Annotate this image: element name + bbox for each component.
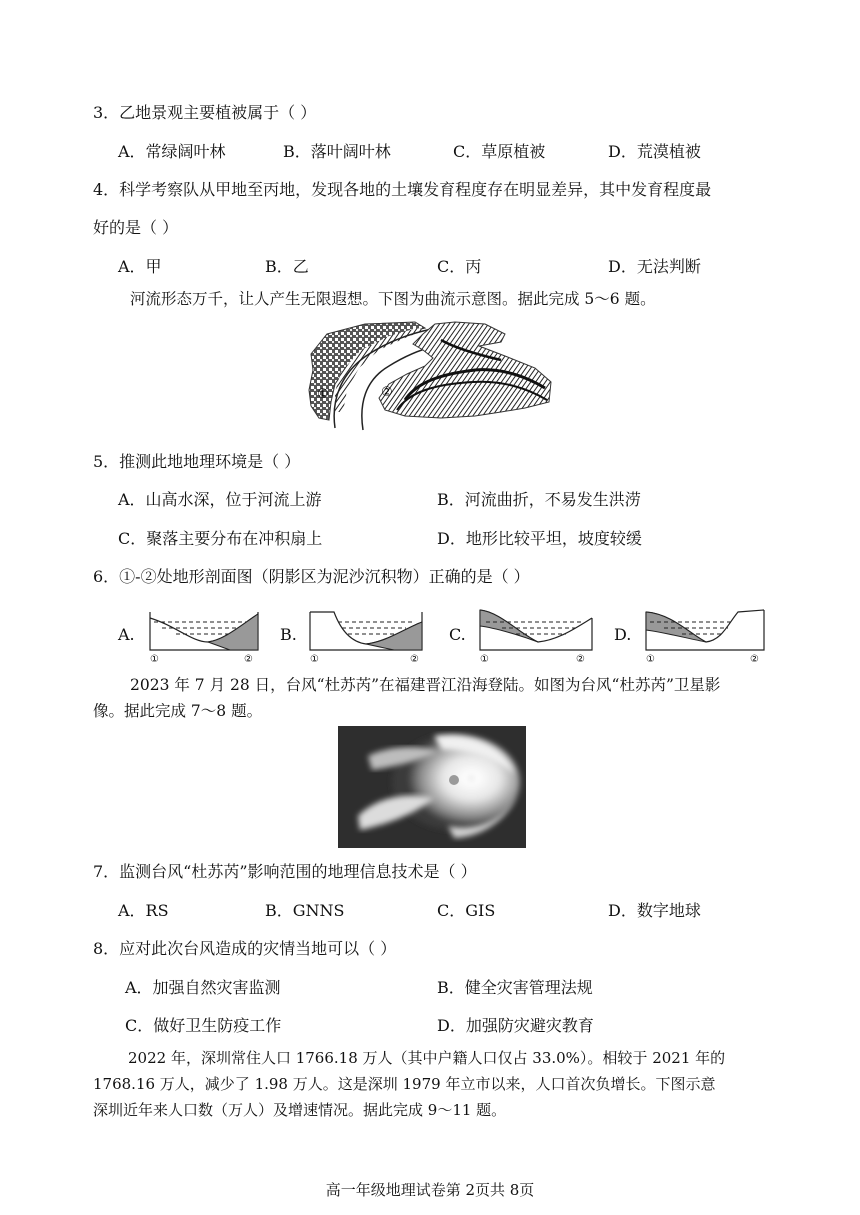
q4-option-d: D．无法判断: [608, 257, 701, 276]
q4-stem-line1: 4．科学考察队从甲地至丙地，发现各地的土壤发育程度存在明显差异，其中发育程度最: [93, 180, 712, 199]
q6-a-right-label: ②: [244, 654, 253, 664]
q7-option-b: B．GNNS: [265, 901, 345, 920]
q8-option-b: B．健全灾害管理法规: [437, 978, 593, 997]
q6-d-right-label: ②: [750, 654, 759, 664]
q6-option-b-label: B.: [280, 625, 297, 644]
page-footer: 高一年级地理试卷第 2页共 8页: [325, 1181, 535, 1199]
meander-label-2: ②: [381, 385, 393, 400]
q6-c-right-label: ②: [576, 654, 585, 664]
q8-option-c: C．做好卫生防疫工作: [125, 1016, 282, 1035]
q4-option-a: A．甲: [118, 257, 162, 276]
q6-b-left-label: ①: [310, 654, 319, 664]
q3-option-b: B．落叶阔叶林: [283, 142, 391, 161]
q4-stem-line2: 好的是（ ）: [93, 218, 179, 237]
q5-stem: 5．推测此地地理环境是（ ）: [93, 452, 301, 471]
q6-profile-a: [146, 608, 262, 664]
q6-profile-b: [306, 608, 426, 664]
q6-profile-d: [642, 606, 768, 664]
q3-option-d: D．荒漠植被: [608, 142, 701, 161]
q7-option-d: D．数字地球: [608, 901, 701, 920]
q4-option-c: C．丙: [437, 257, 482, 276]
q5-option-b: B．河流曲折，不易发生洪涝: [437, 490, 641, 509]
q5-option-a: A．山高水深，位于河流上游: [118, 490, 322, 509]
q7-option-a: A．RS: [118, 901, 169, 920]
q6-option-a-label: A.: [118, 625, 135, 644]
q6-stem: 6．①-②处地形剖面图（阴影区为泥沙沉积物）正确的是（ ）: [93, 567, 530, 586]
q8-option-a: A．加强自然灾害监测: [125, 978, 281, 997]
intro-7-8-line1: 2023 年 7 月 28 日，台风“杜苏芮”在福建晋江沿海登陆。如图为台风“杜苏芮”卫星影: [130, 676, 721, 694]
meander-figure: [305, 320, 553, 434]
q7-option-c: C．GIS: [437, 901, 496, 920]
intro-9-11-line3: 深圳近年来人口数（万人）及增速情况。据此完成 9～11 题。: [93, 1101, 507, 1119]
intro-9-11-line1: 2022 年，深圳常住人口 1766.18 万人（其中户籍人口仅占 33.0%）。相较于 2021 年的: [128, 1049, 726, 1067]
q6-a-left-label: ①: [150, 654, 159, 664]
q8-stem: 8．应对此次台风造成的灾情当地可以（ ）: [93, 939, 397, 958]
q3-stem: 3．乙地景观主要植被属于（ ）: [93, 103, 317, 122]
meander-drawing: [305, 320, 553, 434]
q6-option-d-label: D.: [614, 625, 632, 644]
q4-option-b: B．乙: [265, 257, 309, 276]
typhoon-satellite-image: [338, 726, 526, 848]
intro-7-8-line2: 像。据此完成 7～8 题。: [93, 702, 263, 720]
q3-option-a: A．常绿阔叶林: [118, 142, 226, 161]
q5-option-c: C．聚落主要分布在冲积扇上: [118, 529, 323, 548]
q8-option-d: D．加强防灾避灾教育: [437, 1016, 594, 1035]
meander-label-1: ①: [317, 387, 329, 402]
intro-5-6: 河流形态万千，让人产生无限遐想。下图为曲流示意图。据此完成 5～6 题。: [130, 290, 656, 308]
q6-profile-c: [476, 606, 596, 664]
intro-9-11-line2: 1768.16 万人，减少了 1.98 万人。这是深圳 1979 年立市以来，人口首次负增长。下图示意: [93, 1075, 716, 1093]
q3-option-c: C．草原植被: [453, 142, 546, 161]
q7-stem: 7．监测台风“杜苏芮”影响范围的地理信息技术是（ ）: [93, 862, 477, 881]
q5-option-d: D．地形比较平坦，坡度较缓: [437, 529, 642, 548]
q6-c-left-label: ①: [480, 654, 489, 664]
q6-option-c-label: C.: [449, 625, 466, 644]
q6-b-right-label: ②: [410, 654, 419, 664]
q6-d-left-label: ①: [646, 654, 655, 664]
